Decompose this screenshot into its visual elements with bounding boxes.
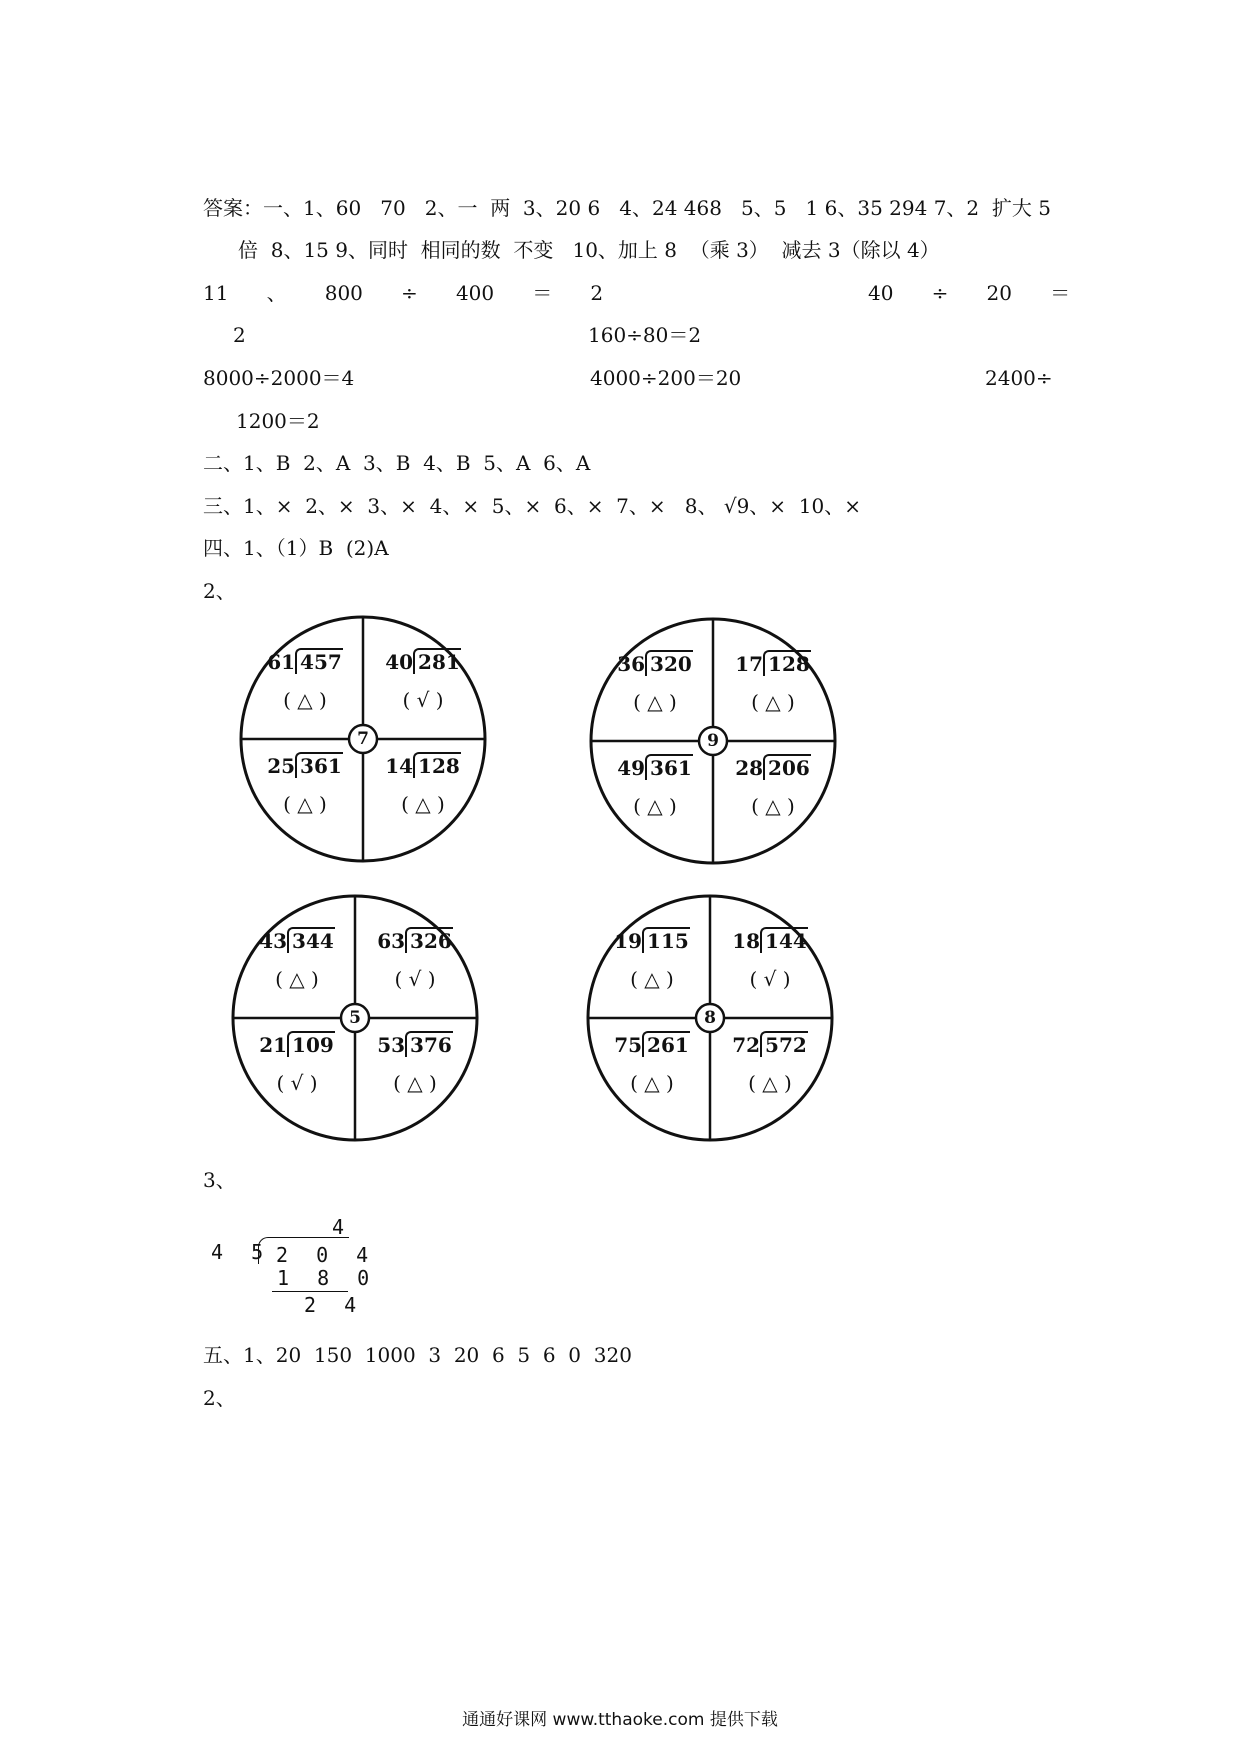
division-problem xyxy=(593,1033,711,1057)
long-division-dividend: 2 0 4 xyxy=(276,1243,377,1267)
wheel-center-number: 8 xyxy=(704,1008,716,1028)
dividend: 128 xyxy=(413,752,461,778)
long-division-quotient: 4 xyxy=(332,1215,353,1239)
answer-line-4-left: 2 xyxy=(233,323,246,347)
wheel-quadrant xyxy=(356,1033,474,1095)
answer-mark: ( √ ) xyxy=(402,688,444,712)
answer-line-3-left: 11 、 800 ÷ 400 ＝ 2 xyxy=(203,281,604,305)
division-problem xyxy=(364,754,482,778)
divisor: 25 xyxy=(267,754,296,778)
division-problem xyxy=(711,929,829,953)
division-problem xyxy=(714,652,832,676)
division-problem xyxy=(711,1033,829,1057)
dividend: 320 xyxy=(645,650,693,676)
answer-mark: ( √ ) xyxy=(749,967,791,991)
dividend: 281 xyxy=(413,648,461,674)
section-4-answers: 四、1、（1）B (2)A xyxy=(203,536,389,560)
section-2-answers: 二、1、B 2、A 3、B 4、B 5、A 6、A xyxy=(203,451,591,475)
dividend: 144 xyxy=(760,927,808,953)
divisor: 28 xyxy=(735,756,764,780)
answer-mark: ( △ ) xyxy=(633,794,677,818)
dividend: 261 xyxy=(642,1031,690,1057)
answer-mark: ( △ ) xyxy=(283,688,327,712)
divisor: 63 xyxy=(377,929,406,953)
answer-mark: ( △ ) xyxy=(275,967,319,991)
division-problem xyxy=(364,650,482,674)
division-problem xyxy=(246,650,364,674)
wheel-quadrant xyxy=(364,754,482,816)
answer-line-6: 1200＝2 xyxy=(236,409,320,433)
dividend: 361 xyxy=(645,754,693,780)
answer-line-2: 倍 8、15 9、同时 相同的数 不变 10、加上 8 （乘 3） 减去 3（除以 4） xyxy=(238,238,940,262)
answer-line-3-right: 40 ÷ 20 ＝ xyxy=(868,281,1071,305)
divisor: 40 xyxy=(385,650,414,674)
division-problem xyxy=(596,652,714,676)
division-problem xyxy=(714,756,832,780)
dividend: 326 xyxy=(405,927,453,953)
wheel-center-number: 5 xyxy=(349,1008,361,1028)
divisor: 61 xyxy=(267,650,296,674)
answer-mark: ( △ ) xyxy=(630,967,674,991)
division-problem xyxy=(596,756,714,780)
wheel-quadrant xyxy=(593,1033,711,1095)
divisor: 17 xyxy=(735,652,764,676)
dividend: 361 xyxy=(295,752,343,778)
wheel-quadrant xyxy=(711,1033,829,1095)
section-4-item-2: 2、 xyxy=(203,579,236,603)
divisor: 14 xyxy=(385,754,414,778)
answer-mark: ( △ ) xyxy=(751,690,795,714)
wheel-quadrant xyxy=(593,929,711,991)
answer-mark: ( √ ) xyxy=(276,1071,318,1095)
wheel-center-number: 7 xyxy=(357,729,369,749)
dividend: 344 xyxy=(287,927,335,953)
wheel-quadrant xyxy=(356,929,474,991)
answer-line-5-mid: 4000÷200＝20 xyxy=(590,366,742,390)
divisor: 36 xyxy=(617,652,646,676)
division-problem xyxy=(356,929,474,953)
dividend: 128 xyxy=(763,650,811,676)
divisor: 21 xyxy=(259,1033,288,1057)
wheel-quadrant xyxy=(596,652,714,714)
division-problem xyxy=(238,1033,356,1057)
answer-mark: ( △ ) xyxy=(401,792,445,816)
wheel-center-number: 9 xyxy=(707,731,719,751)
wheel-quadrant xyxy=(714,652,832,714)
long-division-divisor: 4 5 xyxy=(211,1240,272,1264)
section-3-answers: 三、1、× 2、× 3、× 4、× 5、× 6、× 7、× 8、 √9、× 10、× xyxy=(203,494,861,518)
divisor: 19 xyxy=(614,929,643,953)
answer-mark: ( △ ) xyxy=(630,1071,674,1095)
division-wheel xyxy=(585,893,835,1143)
divisor: 72 xyxy=(732,1033,761,1057)
answer-mark: ( √ ) xyxy=(394,967,436,991)
divisor: 49 xyxy=(617,756,646,780)
answer-mark: ( △ ) xyxy=(393,1071,437,1095)
wheel-quadrant xyxy=(711,929,829,991)
section-5-answers: 五、1、20 150 1000 3 20 6 5 6 0 320 xyxy=(203,1343,632,1367)
divisor: 18 xyxy=(732,929,761,953)
answer-line-5-left: 8000÷2000＝4 xyxy=(203,366,355,390)
section-5-item-2: 2、 xyxy=(203,1386,236,1410)
wheel-quadrant xyxy=(246,754,364,816)
divisor: 75 xyxy=(614,1033,643,1057)
answer-line-4-right: 160÷80＝2 xyxy=(588,323,702,347)
long-division-remainder: 2 4 xyxy=(304,1293,365,1317)
division-problem xyxy=(356,1033,474,1057)
answer-mark: ( △ ) xyxy=(751,794,795,818)
wheel-quadrant xyxy=(238,929,356,991)
wheel-quadrant xyxy=(246,650,364,712)
dividend: 572 xyxy=(760,1031,808,1057)
dividend: 115 xyxy=(642,927,690,953)
answer-mark: ( △ ) xyxy=(748,1071,792,1095)
wheel-quadrant xyxy=(364,650,482,712)
division-wheel xyxy=(230,893,480,1143)
division-wheel xyxy=(238,614,488,864)
wheel-quadrant xyxy=(714,756,832,818)
long-division-product: 1 8 0 xyxy=(277,1266,378,1290)
wheel-quadrant xyxy=(238,1033,356,1095)
footer-text: 通通好课网 www.tthaoke.com 提供下载 xyxy=(462,1710,778,1730)
divisor: 53 xyxy=(377,1033,406,1057)
long-division-rule xyxy=(272,1291,348,1292)
section-4-item-3: 3、 xyxy=(203,1168,236,1192)
dividend: 457 xyxy=(295,648,343,674)
division-problem xyxy=(246,754,364,778)
answer-line-1: 答案：一、1、60 70 2、一 两 3、20 6 4、24 468 5、5 1 6、35 294 7、2 扩大 5 xyxy=(203,196,1051,220)
answer-mark: ( △ ) xyxy=(283,792,327,816)
answer-line-5-right: 2400÷ xyxy=(985,366,1053,390)
answer-mark: ( △ ) xyxy=(633,690,677,714)
division-wheel xyxy=(588,616,838,866)
dividend: 109 xyxy=(287,1031,335,1057)
division-problem xyxy=(238,929,356,953)
dividend: 376 xyxy=(405,1031,453,1057)
wheel-quadrant xyxy=(596,756,714,818)
dividend: 206 xyxy=(763,754,811,780)
divisor: 43 xyxy=(259,929,288,953)
division-problem xyxy=(593,929,711,953)
